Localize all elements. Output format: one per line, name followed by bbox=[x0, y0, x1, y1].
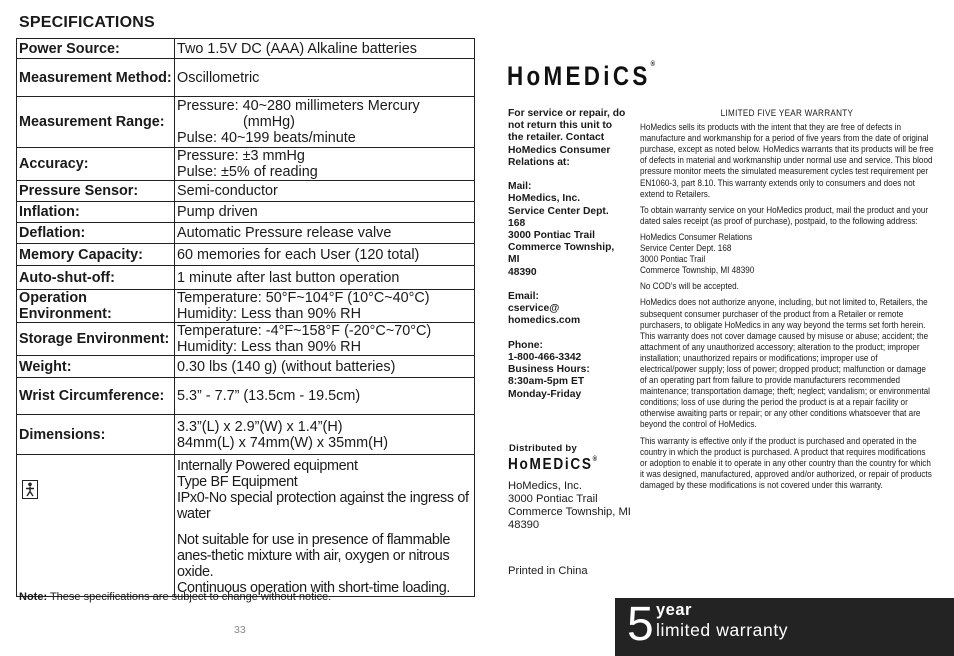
banner-year: year bbox=[656, 601, 692, 619]
table-row bbox=[17, 97, 475, 148]
specifications-table bbox=[16, 38, 475, 597]
spec-value: 5.3” - 7.7” (13.5cm - 19.5cm) bbox=[175, 378, 475, 415]
spec-label: Pressure Sensor: bbox=[17, 181, 175, 202]
warranty-paragraph: To obtain warranty service on your HoMedics product, mail the product and your dated sales receipt (as proof of purchase), postpaid, to the following address: bbox=[640, 204, 929, 226]
spec-value-line: 3.3”(L) x 2.9”(W) x 1.4”(H) bbox=[177, 418, 343, 435]
spec-label: Memory Capacity: bbox=[17, 244, 175, 266]
spec-label: Storage Environment: bbox=[17, 323, 175, 356]
classification-line: Internally Powered equipment bbox=[177, 458, 358, 474]
spec-value bbox=[175, 290, 475, 323]
type-bf-applied-part-icon bbox=[22, 480, 38, 499]
table-row bbox=[17, 223, 475, 244]
registered-mark: ® bbox=[592, 456, 598, 463]
banner-text: limited warranty bbox=[656, 620, 789, 640]
address-line: HoMedics Consumer Relations bbox=[640, 231, 753, 242]
mail-label: Mail: bbox=[508, 181, 532, 193]
warranty-paragraph: HoMedics does not authorize anyone, including, but not limited to, Retailers, the subsequent consumer purchaser of the product from a Retailer or remote purchasers, to obligate HoMedics in any way beyond the terms set forth herein. This warranty does not cover damage caused by misuse or abuse; accident; the attachment of any unauthorized accessory; alteration to the product; improper installation; unauthorized repairs or modifications; improper use of electrical/power supply; loss of power; dropped product; malfunction or damage of an operating part from failure to provide manufacturers recommended maintenance; transportation damage; theft; neglect; vandalism; or environmental conditions; loss of use during the period the product is at a repair facility or otherwise awaiting parts or repair; or any other conditions whatsoever that are beyond the control of HoMedics. bbox=[640, 297, 930, 430]
table-row bbox=[17, 59, 475, 97]
spec-value: Pump driven bbox=[175, 202, 475, 223]
homedics-logo-small bbox=[508, 456, 597, 474]
spec-value-line: Pressure: ±3 mmHg bbox=[177, 148, 305, 164]
address-line: Commerce Township, MI 48390 bbox=[640, 265, 755, 276]
phone-label: Phone: bbox=[508, 339, 543, 351]
address-line: Service Center Dept. 168 bbox=[640, 243, 732, 254]
table-row bbox=[17, 202, 475, 223]
table-row bbox=[17, 415, 475, 455]
spec-value-line: Humidity: Less than 90% RH bbox=[177, 306, 361, 322]
address-line: 48390 bbox=[508, 519, 540, 531]
email-section bbox=[508, 291, 626, 328]
spec-value-line: (mmHg) bbox=[243, 114, 295, 130]
note bbox=[19, 591, 331, 603]
warranty-paragraph: This warranty is effective only if the product is purchased and operated in the country in which the product is purchased. A product that requires modifications or adoption to enable it to operate in any other country than the country for which it was designed, manufactured, approved and/or authorized, or repair of products damaged by these modifications is not covered under this warranty. bbox=[640, 435, 932, 490]
distributed-by-label: Distributed by bbox=[509, 443, 578, 454]
table-row bbox=[17, 455, 475, 597]
page-number: 33 bbox=[234, 624, 246, 636]
phone-number: 1-800-466-3342 bbox=[508, 352, 582, 364]
spec-value bbox=[175, 323, 475, 356]
table-row bbox=[17, 148, 475, 181]
classification-line: IPx0-No special protection against the ingress of water bbox=[177, 490, 469, 522]
mail-line: HoMedics, Inc. bbox=[508, 193, 581, 205]
table-row bbox=[17, 266, 475, 290]
mail-line: Commerce Township, MI bbox=[508, 242, 615, 266]
note-text: These specifications are subject to change without notice. bbox=[47, 591, 332, 603]
classification-text bbox=[175, 455, 475, 597]
homedics-logo bbox=[507, 61, 655, 92]
spec-label: Auto-shut-off: bbox=[17, 266, 175, 290]
warranty-paragraph: No COD’s will be accepted. bbox=[640, 281, 739, 292]
email-label: Email: bbox=[508, 291, 539, 303]
spec-value bbox=[175, 97, 475, 148]
spec-label: Measurement Method: bbox=[17, 59, 175, 97]
spec-label: Weight: bbox=[17, 356, 175, 378]
classification-line: Continuous operation with short-time loading. bbox=[177, 580, 451, 596]
email-line: cservice@ bbox=[508, 303, 560, 315]
spec-value: Oscillometric bbox=[175, 59, 475, 97]
mail-section bbox=[508, 181, 626, 279]
mail-line: 3000 Pontiac Trail bbox=[508, 230, 595, 242]
table-row bbox=[17, 290, 475, 323]
spec-value: Automatic Pressure release valve bbox=[175, 223, 475, 244]
spec-value-line: Humidity: Less than 90% RH bbox=[177, 339, 361, 355]
registered-mark: ® bbox=[650, 61, 655, 68]
spec-label: Deflation: bbox=[17, 223, 175, 244]
spec-value-line: Temperature: 50°F~104°F (10°C~40°C) bbox=[177, 290, 430, 306]
logo-text: HoMEDiCS bbox=[507, 61, 651, 91]
hours-line: 8:30am-5pm ET bbox=[508, 376, 585, 388]
warranty-banner bbox=[615, 598, 954, 656]
spec-value-line: Temperature: -4°F~158°F (-20°C~70°C) bbox=[177, 323, 432, 339]
spec-label: Accuracy: bbox=[17, 148, 175, 181]
spec-value: 60 memories for each User (120 total) bbox=[175, 244, 475, 266]
printed-in: Printed in China bbox=[508, 565, 588, 577]
spec-value-line: Pulse: 40~199 beats/minute bbox=[177, 130, 356, 146]
spec-label: Measurement Range: bbox=[17, 97, 175, 148]
spec-value-line: Pulse: ±5% of reading bbox=[177, 164, 318, 180]
classification-line: Type BF Equipment bbox=[177, 474, 298, 490]
hours-line: Business Hours: bbox=[508, 364, 590, 376]
spec-label: Operation Environment: bbox=[17, 290, 175, 323]
address-line: 3000 Pontiac Trail bbox=[508, 493, 598, 505]
service-intro: For service or repair, do not return this unit to the retailer. Contact HoMedics Consumer Relations at: bbox=[508, 108, 626, 168]
spec-label: Inflation: bbox=[17, 202, 175, 223]
banner-number: 5 bbox=[627, 598, 654, 651]
table-row bbox=[17, 378, 475, 415]
table-row bbox=[17, 323, 475, 356]
phone-section bbox=[508, 340, 626, 401]
spec-value-line: Pressure: 40~280 millimeters Mercury bbox=[177, 98, 420, 114]
address-line: 3000 Pontiac Trail bbox=[640, 254, 706, 265]
warranty-paragraph: HoMedics sells its products with the intent that they are free of defects in manufacture and workmanship for a period of five years from the date of original purchase, except as noted below. HoMedics warrants that its products will be free of defects in material and workmanship under normal use and service. This blood pressure monitor meets the simulated measurement cycles test requirement per EN1060-3, part 8.10. This warranty extends only to consumers and does not extend to Retailers. bbox=[640, 122, 934, 199]
page-title: SPECIFICATIONS bbox=[19, 14, 155, 31]
service-contact-block bbox=[508, 108, 626, 413]
symbol-cell bbox=[17, 455, 175, 597]
spec-label: Wrist Circumference: bbox=[17, 378, 175, 415]
spec-label: Power Source: bbox=[17, 39, 175, 59]
table-row bbox=[17, 39, 475, 59]
spec-value: Two 1.5V DC (AAA) Alkaline batteries bbox=[175, 39, 475, 59]
warranty-address bbox=[640, 232, 934, 276]
distributor-address bbox=[508, 480, 638, 532]
spec-value: 1 minute after last button operation bbox=[175, 266, 475, 290]
spec-value bbox=[175, 148, 475, 181]
hours-line: Monday-Friday bbox=[508, 388, 582, 400]
address-line: HoMedics, Inc. bbox=[508, 480, 582, 492]
spec-value: 0.30 lbs (140 g) (without batteries) bbox=[175, 356, 475, 378]
spec-label: Dimensions: bbox=[17, 415, 175, 455]
warranty-title: LIMITED FIVE YEAR WARRANTY bbox=[720, 108, 854, 118]
classification-line: Not suitable for use in presence of flammable anes-thetic mixture with air, oxygen or nitrous oxide. bbox=[177, 532, 451, 580]
mail-line: Service Center Dept. 168 bbox=[508, 205, 609, 229]
mail-line: 48390 bbox=[508, 266, 537, 278]
address-line: Commerce Township, MI bbox=[508, 506, 631, 518]
email-line: homedics.com bbox=[508, 315, 581, 327]
table-row bbox=[17, 244, 475, 266]
table-row bbox=[17, 181, 475, 202]
spec-value: Semi-conductor bbox=[175, 181, 475, 202]
spec-value bbox=[175, 415, 475, 455]
spec-value-line: 84mm(L) x 74mm(W) x 35mm(H) bbox=[177, 434, 389, 451]
table-row bbox=[17, 356, 475, 378]
note-label: Note: bbox=[19, 591, 48, 603]
logo-text: HoMEDiCS bbox=[508, 456, 593, 473]
warranty-text bbox=[640, 108, 934, 496]
